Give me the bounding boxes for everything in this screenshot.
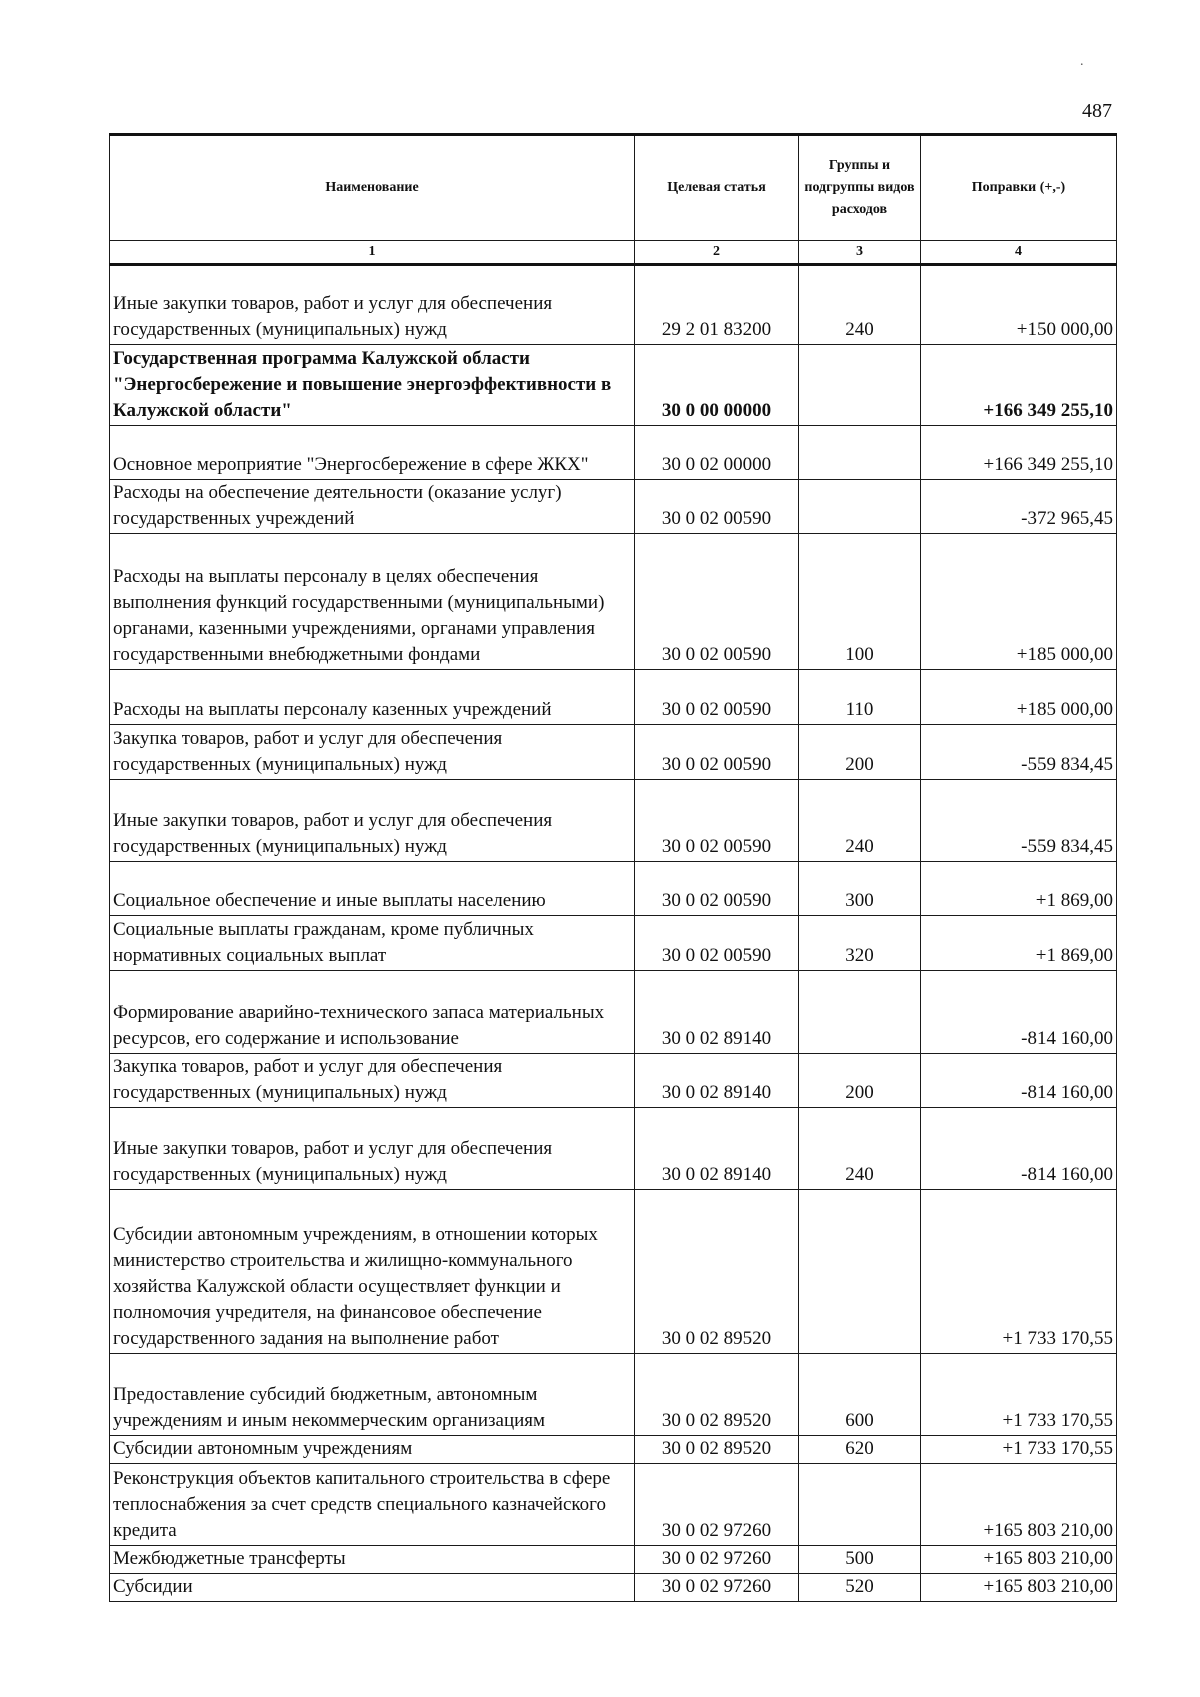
row-expense-group: 100: [799, 534, 921, 670]
table-row: [110, 1574, 1117, 1602]
row-expense-group: 110: [799, 670, 921, 725]
row-amount: +166 349 255,10: [921, 345, 1117, 426]
row-expense-group: 320: [799, 916, 921, 971]
row-amount: -814 160,00: [921, 971, 1117, 1054]
row-name: Социальные выплаты гражданам, кроме публичных нормативных социальных выплат: [110, 916, 635, 971]
row-name: Субсидии автономным учреждениям, в отношении которых министерство строительства и жилищно-коммунального хозяйства Калужской области осуществляет функции и полномочия учредителя, на финансовое обеспечение государственного задания на выполнение работ: [110, 1190, 635, 1354]
table-row: [110, 345, 1117, 426]
row-name: Формирование аварийно-технического запаса материальных ресурсов, его содержание и использование: [110, 971, 635, 1054]
table-row: [110, 780, 1117, 862]
header-number-2: 2: [635, 241, 799, 265]
header-amendments: Поправки (+,-): [921, 135, 1117, 241]
row-expense-group: 200: [799, 725, 921, 780]
row-name: Иные закупки товаров, работ и услуг для обеспечения государственных (муниципальных) нужд: [110, 265, 635, 345]
row-expense-group: 620: [799, 1436, 921, 1464]
header-number-3: 3: [799, 241, 921, 265]
row-target-article: 30 0 02 00590: [635, 534, 799, 670]
row-amount: +165 803 210,00: [921, 1546, 1117, 1574]
row-amount: +166 349 255,10: [921, 426, 1117, 480]
row-name: Реконструкция объектов капитального строительства в сфере теплоснабжения за счет средств специального казначейского кредита: [110, 1464, 635, 1546]
row-name: Предоставление субсидий бюджетным, автономным учреждениям и иным некоммерческим организациям: [110, 1354, 635, 1436]
table-row: [110, 1436, 1117, 1464]
row-target-article: 30 0 02 97260: [635, 1574, 799, 1602]
row-name: Расходы на выплаты персоналу казенных учреждений: [110, 670, 635, 725]
row-expense-group: 520: [799, 1574, 921, 1602]
table-row: [110, 1190, 1117, 1354]
row-amount: +1 869,00: [921, 916, 1117, 971]
page-number: 487: [1082, 100, 1112, 122]
row-amount: +1 733 170,55: [921, 1354, 1117, 1436]
row-amount: +1 733 170,55: [921, 1190, 1117, 1354]
row-target-article: 29 2 01 83200: [635, 265, 799, 345]
header-number-4: 4: [921, 241, 1117, 265]
row-expense-group: 200: [799, 1054, 921, 1108]
table-row: [110, 1108, 1117, 1190]
row-name: Закупка товаров, работ и услуг для обеспечения государственных (муниципальных) нужд: [110, 725, 635, 780]
table-row: [110, 971, 1117, 1054]
table-row: [110, 534, 1117, 670]
row-target-article: 30 0 02 89140: [635, 1054, 799, 1108]
table-row: [110, 426, 1117, 480]
header-target-article: Целевая статья: [635, 135, 799, 241]
row-amount: +1 869,00: [921, 862, 1117, 916]
table-row: [110, 1464, 1117, 1546]
row-target-article: 30 0 02 00590: [635, 725, 799, 780]
row-expense-group: [799, 1464, 921, 1546]
table-row: [110, 862, 1117, 916]
row-name: Расходы на выплаты персоналу в целях обеспечения выполнения функций государственными (муниципальными) органами, казенными учреждениями, органами управления государственными внебюджетными фондами: [110, 534, 635, 670]
row-amount: -814 160,00: [921, 1054, 1117, 1108]
row-amount: +150 000,00: [921, 265, 1117, 345]
row-name: Основное мероприятие "Энергосбережение в сфере ЖКХ": [110, 426, 635, 480]
row-expense-group: 300: [799, 862, 921, 916]
header-expense-groups: Группы и подгруппы видов расходов: [799, 135, 921, 241]
row-expense-group: 240: [799, 780, 921, 862]
table-row: [110, 670, 1117, 725]
row-name: Субсидии автономным учреждениям: [110, 1436, 635, 1464]
row-name: Расходы на обеспечение деятельности (оказание услуг) государственных учреждений: [110, 480, 635, 534]
header-number-1: 1: [110, 241, 635, 265]
row-amount: -559 834,45: [921, 725, 1117, 780]
row-amount: +185 000,00: [921, 534, 1117, 670]
row-amount: +165 803 210,00: [921, 1464, 1117, 1546]
table-row: [110, 916, 1117, 971]
row-expense-group: 240: [799, 1108, 921, 1190]
row-expense-group: 240: [799, 265, 921, 345]
row-target-article: 30 0 02 00000: [635, 426, 799, 480]
row-name: Социальное обеспечение и иные выплаты населению: [110, 862, 635, 916]
corner-mark: .: [1080, 54, 1084, 69]
table-row: [110, 265, 1117, 345]
row-name: Субсидии: [110, 1574, 635, 1602]
header-name: Наименование: [110, 135, 635, 241]
row-expense-group: [799, 1190, 921, 1354]
row-target-article: 30 0 02 89520: [635, 1354, 799, 1436]
row-amount: +185 000,00: [921, 670, 1117, 725]
row-expense-group: [799, 426, 921, 480]
row-target-article: 30 0 02 89140: [635, 971, 799, 1054]
row-target-article: 30 0 02 89140: [635, 1108, 799, 1190]
row-expense-group: [799, 345, 921, 426]
row-amount: +165 803 210,00: [921, 1574, 1117, 1602]
row-target-article: 30 0 00 00000: [635, 345, 799, 426]
table-row: [110, 1546, 1117, 1574]
row-name: Государственная программа Калужской области "Энергосбережение и повышение энергоэффективности в Калужской области": [110, 345, 635, 426]
table-row: [110, 480, 1117, 534]
row-amount: +1 733 170,55: [921, 1436, 1117, 1464]
row-name: Иные закупки товаров, работ и услуг для обеспечения государственных (муниципальных) нужд: [110, 780, 635, 862]
row-expense-group: 500: [799, 1546, 921, 1574]
budget-amendments-table: [109, 133, 1117, 1602]
row-expense-group: [799, 480, 921, 534]
table-row: [110, 725, 1117, 780]
row-target-article: 30 0 02 97260: [635, 1546, 799, 1574]
row-name: Иные закупки товаров, работ и услуг для обеспечения государственных (муниципальных) нужд: [110, 1108, 635, 1190]
row-target-article: 30 0 02 00590: [635, 670, 799, 725]
row-amount: -559 834,45: [921, 780, 1117, 862]
row-amount: -814 160,00: [921, 1108, 1117, 1190]
table-row: [110, 1054, 1117, 1108]
row-name: Межбюджетные трансферты: [110, 1546, 635, 1574]
row-expense-group: 600: [799, 1354, 921, 1436]
row-target-article: 30 0 02 00590: [635, 862, 799, 916]
row-target-article: 30 0 02 00590: [635, 480, 799, 534]
row-target-article: 30 0 02 89520: [635, 1190, 799, 1354]
row-target-article: 30 0 02 97260: [635, 1464, 799, 1546]
row-amount: -372 965,45: [921, 480, 1117, 534]
row-target-article: 30 0 02 00590: [635, 780, 799, 862]
row-target-article: 30 0 02 00590: [635, 916, 799, 971]
table-row: [110, 1354, 1117, 1436]
row-name: Закупка товаров, работ и услуг для обеспечения государственных (муниципальных) нужд: [110, 1054, 635, 1108]
row-target-article: 30 0 02 89520: [635, 1436, 799, 1464]
row-expense-group: [799, 971, 921, 1054]
